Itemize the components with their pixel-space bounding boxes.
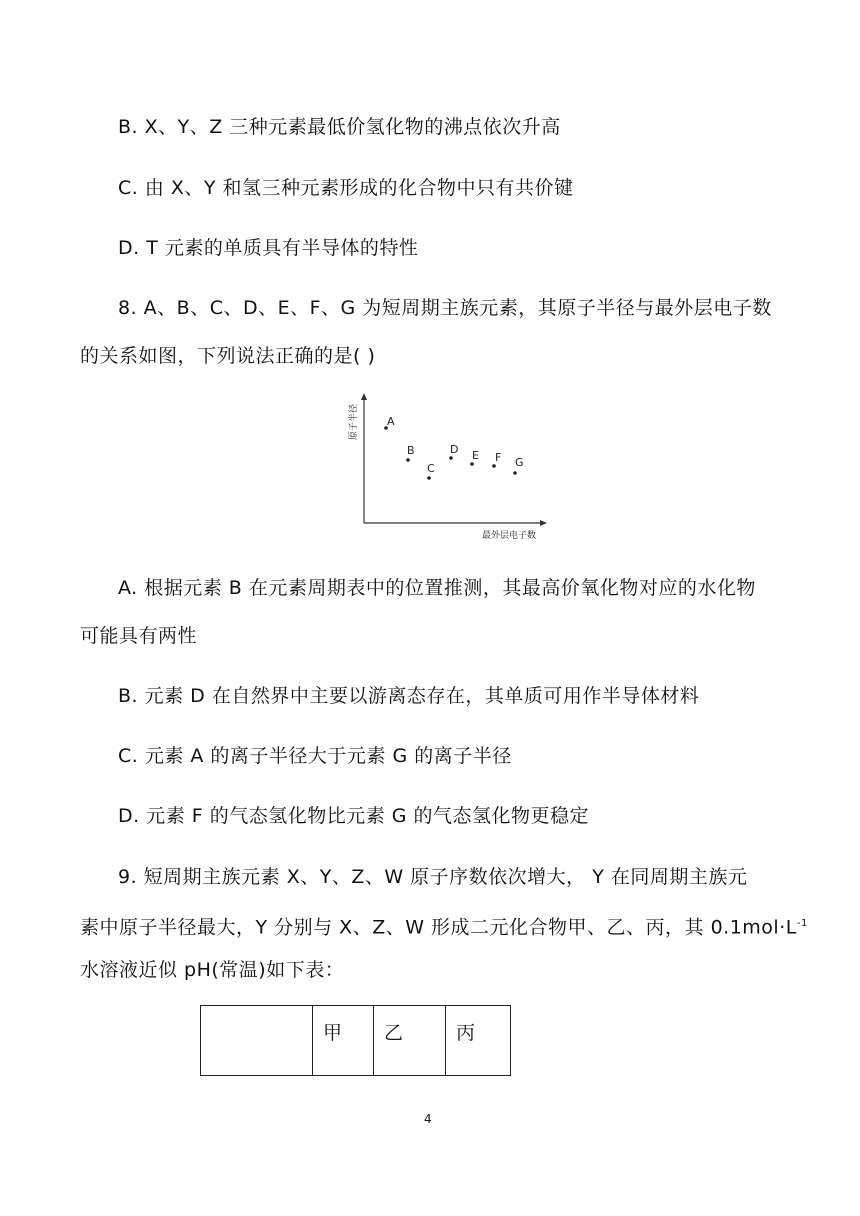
x-axis-arrow [540,520,547,526]
q8-stem-line1: 8. A、B、C、D、E、F、G 为短周期主族元素，其原子半径与最外层电子数 [118,297,772,319]
point-label-g: G [515,456,524,469]
table-header-bing: 丙 [446,1006,511,1076]
x-axis-label: 最外层电子数 [482,531,537,541]
point-label-c: C [427,462,435,475]
page-number: 4 [424,1112,432,1126]
point-b [406,458,410,462]
q8-option-a-line1: A. 根据元素 B 在元素周期表中的位置推测，其最高价氧化物对应的水化物 [118,577,756,599]
table-header-jia: 甲 [313,1006,374,1076]
q8-stem-line2: 的关系如图，下列说法正确的是( ) [80,345,376,367]
point-c [427,476,431,480]
q9-stem-line1: 9. 短周期主族元素 X、Y、Z、W 原子序数依次增大， Y 在同周期主族元 [118,866,748,888]
q7-option-b: B. X、Y、Z 三种元素最低价氢化物的沸点依次升高 [118,116,561,138]
q7-option-c: C. 由 X、Y 和氢三种元素形成的化合物中只有共价键 [118,177,574,199]
point-e [470,462,474,466]
atomic-radius-figure [330,392,560,552]
table-header-yi: 乙 [374,1006,446,1076]
y-axis-arrow [361,393,367,400]
table-header-blank [201,1006,313,1076]
ph-table [200,1005,511,1076]
q8-option-c: C. 元素 A 的离子半径大于元素 G 的离子半径 [118,745,512,767]
q7-option-d: D. T 元素的单质具有半导体的特性 [118,237,419,259]
atomic-radius-chart [330,392,560,552]
q8-option-d: D. 元素 F 的气态氢化物比元素 G 的气态氢化物更稳定 [118,805,590,827]
point-f [492,464,496,468]
q8-option-a-line2: 可能具有两性 [80,625,198,647]
q9-stem-line2-sup: -1 [796,918,808,929]
point-label-a: A [387,415,395,428]
point-label-e: E [472,449,479,462]
point-d [449,456,453,460]
q9-stem-line3: 水溶液近似 pH(常温)如下表： [80,959,345,981]
point-label-b: B [407,444,415,457]
q9-stem-line2 [80,911,808,940]
q8-option-b: B. 元素 D 在自然界中主要以游离态存在，其单质可用作半导体材料 [118,685,700,707]
y-axis-label: 原子半径 [349,403,359,440]
table-row [201,1006,511,1076]
q9-stem-line2-text: 素中原子半径最大，Y 分别与 X、Z、W 形成二元化合物甲、乙、丙，其 0.1mol·L [80,916,797,939]
point-label-f: F [495,451,502,464]
point-g [513,471,517,475]
point-label-d: D [450,443,459,456]
